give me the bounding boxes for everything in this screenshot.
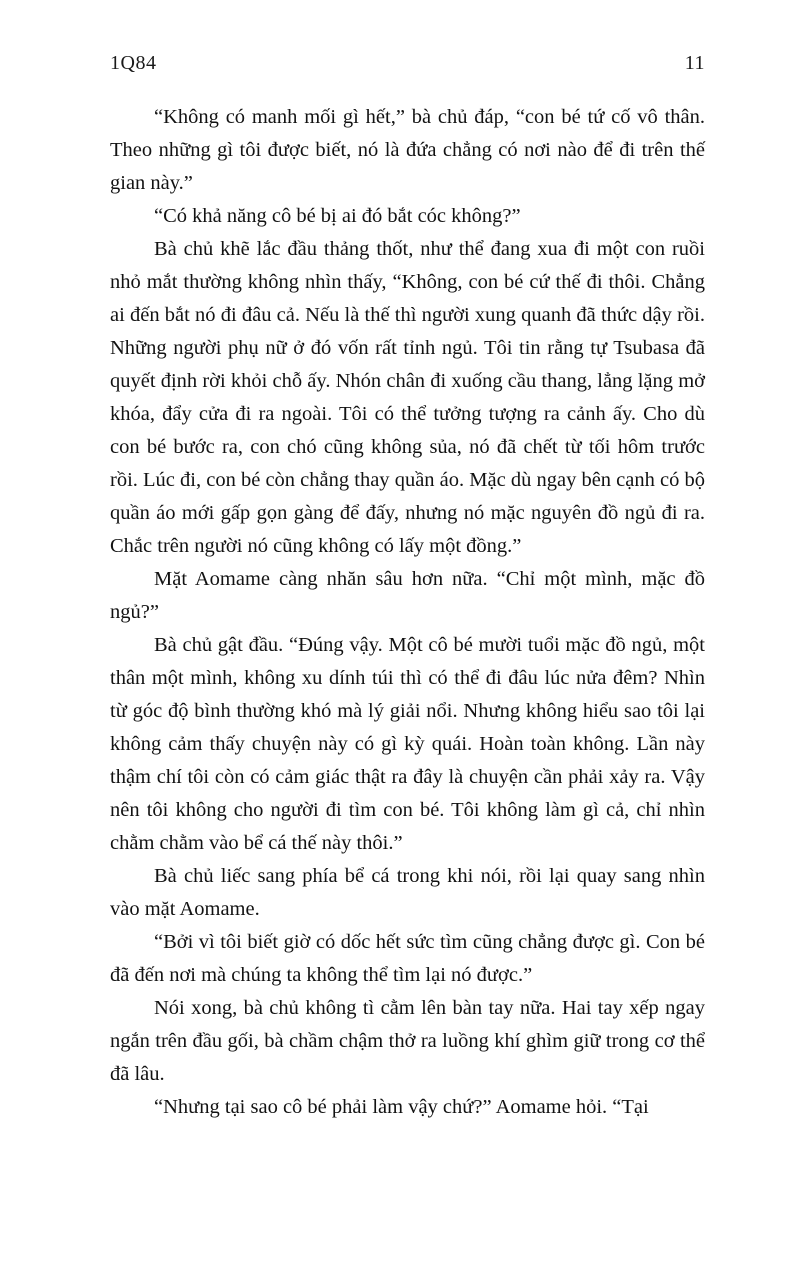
paragraph: “Có khả năng cô bé bị ai đó bắt cóc không?” [154,205,521,227]
paragraph: “Bởi vì tôi biết giờ có dốc hết sức tìm cũng chẳng được gì. Con bé đã đến nơi mà chúng ta không thể tìm lại nó được.” [110,931,705,986]
book-title: 1Q84 [110,52,157,74]
paragraph: Nói xong, bà chủ không tì cằm lên bàn tay nữa. Hai tay xếp ngay ngắn trên đầu gối, bà chầm chậm thở ra luồng khí ghìm giữ trong cơ thể đã lâu. [110,997,705,1085]
paragraph: Bà chủ liếc sang phía bể cá trong khi nói, rồi lại quay sang nhìn vào mặt Aomame. [110,865,705,920]
running-header [110,52,705,75]
paragraph: “Không có manh mối gì hết,” bà chủ đáp, “con bé tứ cố vô thân. Theo những gì tôi được biết, nó là đứa chẳng có nơi nào để đi trên thế gian này.” [110,106,705,194]
paragraph: Bà chủ khẽ lắc đầu thảng thốt, như thể đang xua đi một con ruồi nhỏ mắt thường không nhìn thấy, “Không, con bé cứ thế đi thôi. Chẳng ai đến bắt nó đi đâu cả. Nếu là thế thì người xung quanh đã thức dậy rồi. Những người phụ nữ ở đó vốn rất tỉnh ngủ. Tôi tin rằng tự Tsubasa đã quyết định rời khỏi chỗ ấy. Nhón chân đi xuống cầu thang, lẳng lặng mở khóa, đẩy cửa đi ra ngoài. Tôi có thể tưởng tượng ra cảnh ấy. Cho dù con bé bước ra, con chó cũng không sủa, nó đã chết từ tối hôm trước rồi. Lúc đi, con bé còn chẳng thay quần áo. Mặc dù ngay bên cạnh có bộ quần áo mới gấp gọn gàng để đấy, nhưng nó mặc nguyên đồ ngủ đi ra. Chắc trên người nó cũng không có lấy một đồng.” [110,238,705,557]
page-number: 11 [684,52,705,74]
text-column [110,101,705,1124]
paragraph: “Nhưng tại sao cô bé phải làm vậy chứ?” Aomame hỏi. “Tại [154,1096,649,1118]
paragraph: Mặt Aomame càng nhăn sâu hơn nữa. “Chỉ một mình, mặc đồ ngủ?” [110,568,705,623]
paragraph: Bà chủ gật đầu. “Đúng vậy. Một cô bé mười tuổi mặc đồ ngủ, một thân một mình, không xu dính túi thì có thể đi đâu lúc nửa đêm? Nhìn từ góc độ bình thường khó mà lý giải nổi. Nhưng không hiểu sao tôi lại không cảm thấy chuyện này có gì kỳ quái. Hoàn toàn không. Lần này thậm chí tôi còn có cảm giác thật ra đây là chuyện cần phải xảy ra. Vậy nên tôi không cho người đi tìm con bé. Tôi không làm gì cả, chỉ nhìn chằm chằm vào bể cá thế này thôi.” [110,634,705,854]
